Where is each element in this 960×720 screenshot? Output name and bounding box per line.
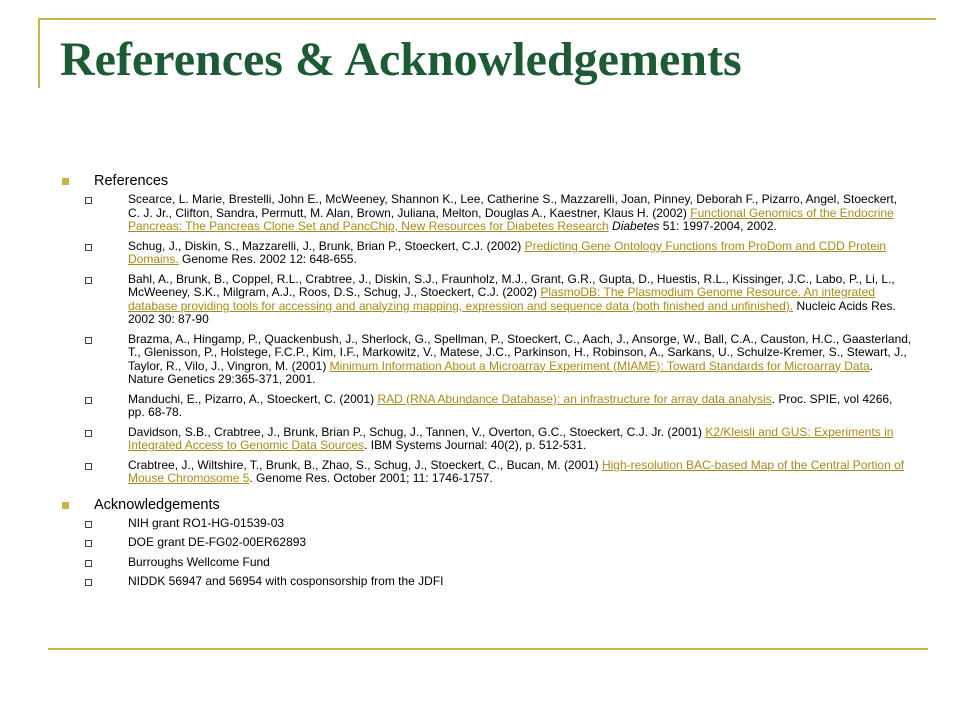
reference-citation: . IBM Systems Journal: 40(2), p. 512-531. (364, 438, 587, 452)
reference-citation: Nucleic Acids Res. 2002 30: 87-90 (128, 298, 896, 326)
reference-link[interactable]: High-resolution BAC-based Map of the Central Portion of Mouse Chromosome 5 (128, 457, 905, 485)
hollow-square-bullet-icon (85, 560, 92, 567)
reference-item-2 (62, 240, 912, 267)
hollow-square-bullet-icon (85, 521, 92, 528)
acknowledgement-text: NIH grant RO1-HG-01539-03 (128, 515, 285, 530)
reference-authors: Bahl, A., Brunk, B., Coppel, R.L., Crabtree, J., Diskin, S.J., Fraunholz, M.J., Grant, G.R., Gupta, D., Huestis, R.L., Kissinger, J.C., Labo, P., Li, L., McWeeney, S.K., Milgram, A.J., Roos, D.S., Schug, J., Stoeckert, C.J. (2002) (128, 271, 895, 299)
reference-citation: . Nature Genetics 29:365-371, 2001. (128, 358, 873, 386)
reference-citation: . Genome Res. October 2001; 11: 1746-1757. (249, 471, 493, 485)
hollow-square-bullet-icon (85, 197, 92, 204)
reference-item-6 (62, 426, 912, 453)
reference-link[interactable]: Functional Genomics of the Endocrine Pancreas: The Pancreas Clone Set and PancChip, New Resources for Diabetes Research (128, 205, 894, 233)
reference-citation: . Proc. SPIE, vol 4266, pp. 68-78. (128, 391, 893, 419)
hollow-square-bullet-icon (85, 430, 92, 437)
slide-content (62, 172, 912, 595)
reference-link[interactable]: K2/Kleisli and GUS: Experiments in Integrated Access to Genomic Data Sources (128, 424, 894, 452)
square-bullet-icon (62, 178, 69, 185)
reference-journal: Diabetes (608, 219, 660, 233)
references-heading (62, 172, 912, 190)
reference-authors: Davidson, S.B., Crabtree, J., Brunk, Brian P., Schug, J., Tannen, V., Overton, G.C., Stoeckert, C.J. Jr. (2001) (128, 424, 706, 439)
reference-item-3 (62, 273, 912, 327)
acknowledgements-heading-label: Acknowledgements (94, 496, 220, 513)
reference-item-1 (62, 193, 912, 234)
reference-authors: Schug, J., Diskin, S., Mazzarelli, J., Brunk, Brian P., Stoeckert, C.J. (2002) (128, 238, 525, 253)
acknowledgement-item (62, 536, 912, 550)
hollow-square-bullet-icon (85, 397, 92, 404)
acknowledgement-item (62, 517, 912, 531)
hollow-square-bullet-icon (85, 277, 92, 284)
reference-item-4 (62, 333, 912, 387)
hollow-square-bullet-icon (85, 337, 92, 344)
reference-authors: Crabtree, J., Wiltshire, T., Brunk, B., Zhao, S., Schug, J., Stoeckert, C., Bucan, M. (2001) (128, 457, 602, 472)
acknowledgements-heading (62, 496, 912, 514)
reference-link[interactable]: RAD (RNA Abundance Database): an infrastructure for array data analysis (377, 391, 772, 406)
frame-left-rule (38, 18, 40, 88)
acknowledgement-item (62, 575, 912, 589)
acknowledgements-list (62, 517, 912, 589)
frame-bottom-rule (48, 648, 928, 650)
reference-citation: Genome Res. 2002 12: 648-655. (178, 252, 357, 266)
reference-link[interactable]: PlasmoDB: The Plasmodium Genome Resource. An integrated database providing tools for accessing and analyzing mapping, expression and sequence data (both finished and unfinished). (128, 285, 875, 313)
references-heading-label: References (94, 173, 169, 189)
acknowledgement-item (62, 556, 912, 570)
reference-link[interactable]: Predicting Gene Ontology Functions from ProDom and CDD Protein Domains. (128, 238, 887, 266)
references-list (62, 193, 912, 486)
slide-title: References & Acknowledgements (60, 33, 742, 86)
reference-link[interactable]: Minimum Information About a Microarray Experiment (MIAME): Toward Standards for Microarray Data (329, 358, 870, 373)
reference-item-5 (62, 393, 912, 420)
square-bullet-icon (62, 502, 69, 509)
reference-authors: Brazma, A., Hingamp, P., Quackenbush, J., Sherlock, G., Spellman, P., Stoeckert, C., Aach, J., Ansorge, W., Ball, C.A., Causton, H.C., Gaasterland, T., Glenisson, P., Holstege, F.C.P., Kim, I.F., Markowitz, V., Matese, J.C., Parkinson, H., Robinson, A., Sarkans, U., Schulze-Kremer, S., Stewart, J., Taylor, R., Vilo, J., Vingron, M. (2001) (128, 331, 912, 373)
reference-citation: 51: 1997-2004, 2002. (659, 219, 777, 233)
reference-item-7 (62, 459, 912, 486)
reference-authors: Manduchi, E., Pizarro, A., Stoeckert, C. (2001) (128, 391, 378, 406)
reference-authors: Scearce, L. Marie, Brestelli, John E., McWeeney, Shannon K., Lee, Catherine S., Mazzarelli, Joan, Pinney, Deborah F., Pizarro, Angel, Stoeckert, C. J. Jr., Clifton, Sandra, Permutt, M. Alan, Brown, Juliana, Melton, Douglas A., Kaestner, Klaus H. (2002) (128, 192, 898, 220)
hollow-square-bullet-icon (85, 540, 92, 547)
frame-top-rule (38, 18, 936, 20)
acknowledgement-text: Burroughs Wellcome Fund (128, 554, 270, 569)
hollow-square-bullet-icon (85, 244, 92, 251)
acknowledgement-text: DOE grant DE-FG02-00ER62893 (128, 535, 307, 549)
acknowledgement-text: NIDDK 56947 and 56954 with cosponsorship from the JDFI (128, 574, 444, 588)
hollow-square-bullet-icon (85, 579, 92, 586)
hollow-square-bullet-icon (85, 463, 92, 470)
